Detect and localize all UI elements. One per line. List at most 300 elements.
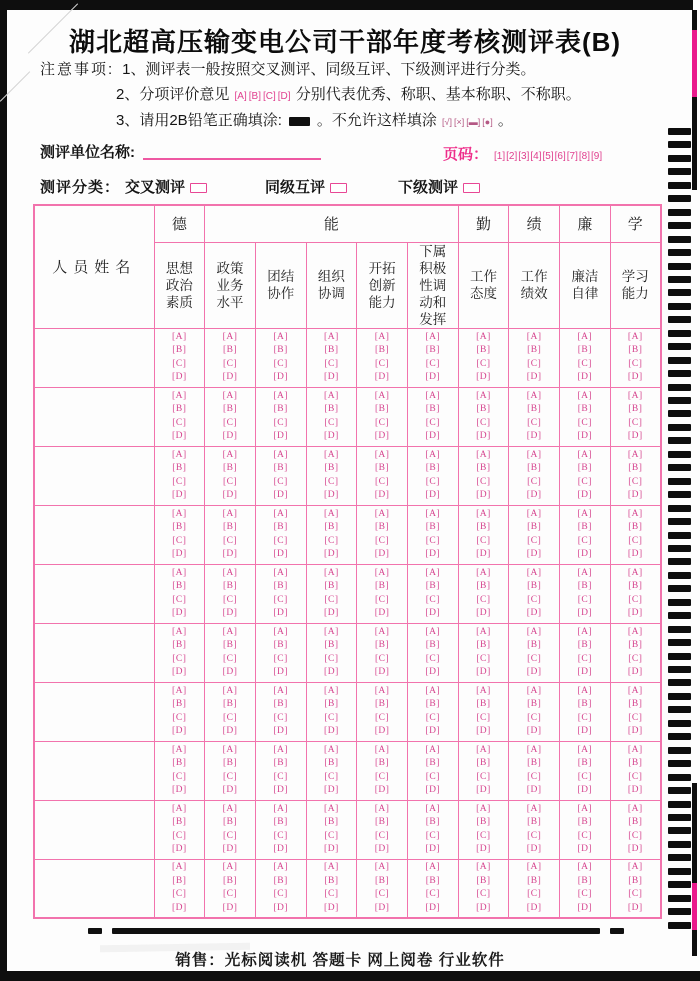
bubble-C[interactable]: [C]: [375, 771, 390, 782]
bubble-A[interactable]: [A]: [374, 331, 390, 342]
bubble-A[interactable]: [A]: [627, 803, 643, 814]
bubble-B[interactable]: [B]: [222, 404, 238, 414]
bubble-D[interactable]: [D]: [627, 844, 643, 854]
bubble-C[interactable]: [C]: [476, 476, 491, 487]
bubble-B[interactable]: [B]: [425, 758, 440, 768]
bubble-D[interactable]: [D]: [171, 844, 187, 854]
bubble-A[interactable]: [A]: [273, 862, 289, 873]
bubble-C[interactable]: [C]: [172, 889, 187, 900]
bubble-D[interactable]: [D]: [526, 490, 542, 500]
bubble-D[interactable]: [D]: [627, 902, 643, 913]
bubble-C[interactable]: [C]: [628, 535, 643, 546]
bubble-A[interactable]: [A]: [374, 390, 390, 401]
bubble-C[interactable]: [C]: [324, 653, 339, 664]
bubble-C[interactable]: [C]: [628, 771, 643, 782]
bubble-B[interactable]: [B]: [476, 758, 491, 768]
bubble-C[interactable]: [C]: [425, 712, 440, 723]
bubble-A[interactable]: [A]: [324, 685, 339, 696]
bubble-A[interactable]: [A]: [273, 449, 289, 460]
bubble-D[interactable]: [D]: [526, 372, 542, 382]
bubble-A[interactable]: [A]: [476, 626, 491, 637]
bubble-B[interactable]: [B]: [577, 875, 592, 886]
bubble-B[interactable]: [B]: [527, 817, 542, 827]
bubble-D[interactable]: [D]: [222, 726, 238, 736]
bubble-A[interactable]: [A]: [577, 390, 593, 401]
bubble-B[interactable]: [B]: [324, 699, 339, 709]
bubble-D[interactable]: [D]: [171, 490, 187, 500]
bubble-B[interactable]: [B]: [273, 463, 288, 473]
bubble-A[interactable]: [A]: [273, 508, 289, 519]
bubble-B[interactable]: [B]: [628, 640, 643, 650]
bubble-C[interactable]: [C]: [476, 889, 491, 900]
bubble-C[interactable]: [C]: [425, 358, 440, 369]
bubble-C[interactable]: [C]: [577, 653, 592, 664]
bubble-D[interactable]: [D]: [374, 490, 390, 500]
bubble-D[interactable]: [D]: [273, 431, 289, 441]
bubble-C[interactable]: [C]: [527, 889, 542, 900]
bubble-D[interactable]: [D]: [577, 372, 593, 382]
bubble-C[interactable]: [C]: [222, 830, 238, 841]
bubble-A[interactable]: [A]: [324, 862, 339, 873]
page-number-bubble[interactable]: [4]: [530, 151, 542, 162]
bubble-A[interactable]: [A]: [324, 508, 339, 519]
bubble-A[interactable]: [A]: [324, 626, 339, 637]
bubble-D[interactable]: [D]: [171, 549, 187, 559]
bubble-A[interactable]: [A]: [171, 508, 187, 519]
bubble-B[interactable]: [B]: [425, 345, 440, 355]
bubble-A[interactable]: [A]: [476, 449, 491, 460]
bubble-C[interactable]: [C]: [425, 476, 440, 487]
page-number-bubble[interactable]: [8]: [578, 151, 591, 162]
bubble-D[interactable]: [D]: [374, 549, 390, 559]
bubble-D[interactable]: [D]: [476, 372, 491, 382]
bubble-B[interactable]: [B]: [425, 640, 440, 650]
bubble-D[interactable]: [D]: [425, 608, 441, 618]
bubble-D[interactable]: [D]: [425, 726, 441, 736]
bubble-D[interactable]: [D]: [324, 726, 339, 736]
bubble-A[interactable]: [A]: [171, 685, 187, 696]
bubble-A[interactable]: [A]: [222, 449, 238, 460]
bubble-B[interactable]: [B]: [375, 463, 390, 473]
bubble-D[interactable]: [D]: [627, 431, 643, 441]
bubble-D[interactable]: [D]: [273, 785, 289, 795]
bubble-B[interactable]: [B]: [375, 699, 390, 709]
bubble-C[interactable]: [C]: [425, 417, 440, 428]
bubble-C[interactable]: [C]: [425, 594, 440, 605]
bubble-D[interactable]: [D]: [374, 431, 390, 441]
bubble-A[interactable]: [A]: [222, 508, 238, 519]
bubble-C[interactable]: [C]: [273, 712, 288, 723]
bubble-A[interactable]: [A]: [627, 685, 643, 696]
page-number-bubble[interactable]: [1]: [494, 151, 506, 162]
bubble-D[interactable]: [D]: [526, 726, 542, 736]
bubble-B[interactable]: [B]: [273, 699, 288, 709]
bubble-A[interactable]: [A]: [627, 862, 643, 873]
bubble-C[interactable]: [C]: [476, 535, 491, 546]
bubble-D[interactable]: [D]: [222, 431, 238, 441]
bubble-A[interactable]: [A]: [577, 862, 593, 873]
bubble-A[interactable]: [A]: [476, 803, 491, 814]
bubble-C[interactable]: [C]: [375, 653, 390, 664]
name-cell[interactable]: [34, 446, 154, 505]
bubble-A[interactable]: [A]: [577, 744, 593, 755]
bubble-B[interactable]: [B]: [375, 817, 390, 827]
bubble-D[interactable]: [D]: [171, 902, 187, 913]
bubble-C[interactable]: [C]: [375, 830, 390, 841]
bubble-D[interactable]: [D]: [324, 549, 339, 559]
page-number-bubble[interactable]: [6]: [554, 151, 566, 162]
bubble-B[interactable]: [B]: [375, 758, 390, 768]
bubble-C[interactable]: [C]: [324, 771, 339, 782]
bubble-A[interactable]: [A]: [222, 744, 238, 755]
bubble-B[interactable]: [B]: [172, 875, 187, 886]
bubble-C[interactable]: [C]: [222, 889, 238, 900]
category-checkbox[interactable]: [190, 183, 207, 193]
bubble-C[interactable]: [C]: [425, 771, 440, 782]
bubble-B[interactable]: [B]: [222, 463, 238, 473]
bubble-B[interactable]: [B]: [324, 640, 339, 650]
bubble-C[interactable]: [C]: [375, 594, 390, 605]
bubble-C[interactable]: [C]: [273, 535, 288, 546]
bubble-A[interactable]: [A]: [577, 449, 593, 460]
bubble-B[interactable]: [B]: [324, 817, 339, 827]
bubble-B[interactable]: [B]: [628, 875, 643, 886]
bubble-B[interactable]: [B]: [172, 640, 187, 650]
bubble-C[interactable]: [C]: [425, 653, 440, 664]
bubble-D[interactable]: [D]: [374, 372, 390, 382]
bubble-D[interactable]: [D]: [171, 785, 187, 795]
name-cell[interactable]: [34, 505, 154, 564]
bubble-D[interactable]: [D]: [222, 667, 238, 677]
bubble-D[interactable]: [D]: [425, 372, 441, 382]
bubble-D[interactable]: [D]: [577, 667, 593, 677]
bubble-D[interactable]: [D]: [374, 902, 390, 913]
bubble-C[interactable]: [C]: [222, 476, 238, 487]
bubble-A[interactable]: [A]: [425, 862, 441, 873]
bubble-B[interactable]: [B]: [628, 581, 643, 591]
bubble-A[interactable]: [A]: [425, 744, 441, 755]
unit-name-input-line[interactable]: [143, 158, 321, 160]
name-cell[interactable]: [34, 387, 154, 446]
bubble-B[interactable]: [B]: [527, 581, 542, 591]
bubble-C[interactable]: [C]: [273, 771, 288, 782]
bubble-B[interactable]: [B]: [425, 522, 440, 532]
bubble-A[interactable]: [A]: [171, 390, 187, 401]
bubble-C[interactable]: [C]: [222, 535, 238, 546]
bubble-B[interactable]: [B]: [375, 522, 390, 532]
bubble-A[interactable]: [A]: [627, 449, 643, 460]
bubble-D[interactable]: [D]: [324, 608, 339, 618]
bubble-A[interactable]: [A]: [374, 449, 390, 460]
bubble-A[interactable]: [A]: [171, 449, 187, 460]
bubble-B[interactable]: [B]: [577, 699, 592, 709]
name-cell[interactable]: [34, 859, 154, 918]
bubble-A[interactable]: [A]: [222, 862, 238, 873]
bubble-D[interactable]: [D]: [222, 549, 238, 559]
bubble-A[interactable]: [A]: [526, 508, 542, 519]
bubble-B[interactable]: [B]: [527, 640, 542, 650]
bubble-B[interactable]: [B]: [222, 875, 238, 886]
bubble-A[interactable]: [A]: [425, 331, 441, 342]
bubble-C[interactable]: [C]: [476, 712, 491, 723]
bubble-B[interactable]: [B]: [577, 463, 592, 473]
bubble-C[interactable]: [C]: [425, 830, 440, 841]
bubble-C[interactable]: [C]: [628, 594, 643, 605]
bubble-C[interactable]: [C]: [577, 771, 592, 782]
bubble-D[interactable]: [D]: [222, 902, 238, 913]
bubble-C[interactable]: [C]: [172, 830, 187, 841]
bubble-A[interactable]: [A]: [526, 449, 542, 460]
bubble-A[interactable]: [A]: [526, 331, 542, 342]
bubble-A[interactable]: [A]: [273, 744, 289, 755]
bubble-D[interactable]: [D]: [425, 431, 441, 441]
bubble-B[interactable]: [B]: [273, 581, 288, 591]
bubble-C[interactable]: [C]: [527, 417, 542, 428]
bubble-D[interactable]: [D]: [526, 608, 542, 618]
bubble-D[interactable]: [D]: [425, 549, 441, 559]
bubble-B[interactable]: [B]: [476, 875, 491, 886]
bubble-D[interactable]: [D]: [324, 902, 339, 913]
page-number-bubble[interactable]: [7]: [566, 151, 578, 162]
bubble-C[interactable]: [C]: [375, 889, 390, 900]
bubble-B[interactable]: [B]: [172, 817, 187, 827]
bubble-D[interactable]: [D]: [526, 844, 542, 854]
bubble-C[interactable]: [C]: [628, 476, 643, 487]
bubble-C[interactable]: [C]: [222, 594, 238, 605]
bubble-C[interactable]: [C]: [577, 417, 592, 428]
bubble-A[interactable]: [A]: [374, 567, 390, 578]
bubble-D[interactable]: [D]: [425, 667, 441, 677]
bubble-C[interactable]: [C]: [628, 830, 643, 841]
bubble-A[interactable]: [A]: [374, 626, 390, 637]
bubble-A[interactable]: [A]: [324, 390, 339, 401]
bubble-B[interactable]: [B]: [172, 522, 187, 532]
bubble-C[interactable]: [C]: [375, 476, 390, 487]
bubble-B[interactable]: [B]: [375, 581, 390, 591]
bubble-A[interactable]: [A]: [526, 685, 542, 696]
bubble-D[interactable]: [D]: [627, 785, 643, 795]
bubble-B[interactable]: [B]: [324, 345, 339, 355]
bubble-B[interactable]: [B]: [273, 640, 288, 650]
bubble-C[interactable]: [C]: [375, 417, 390, 428]
bubble-B[interactable]: [B]: [273, 404, 288, 414]
category-checkbox[interactable]: [330, 183, 347, 193]
bubble-C[interactable]: [C]: [476, 594, 491, 605]
bubble-C[interactable]: [C]: [324, 358, 339, 369]
bubble-A[interactable]: [A]: [374, 803, 390, 814]
bubble-C[interactable]: [C]: [172, 712, 187, 723]
bubble-D[interactable]: [D]: [526, 667, 542, 677]
bubble-C[interactable]: [C]: [577, 594, 592, 605]
bubble-B[interactable]: [B]: [324, 581, 339, 591]
bubble-D[interactable]: [D]: [425, 490, 441, 500]
bubble-D[interactable]: [D]: [425, 844, 441, 854]
bubble-C[interactable]: [C]: [375, 712, 390, 723]
bubble-C[interactable]: [C]: [273, 830, 288, 841]
bubble-B[interactable]: [B]: [476, 817, 491, 827]
bubble-D[interactable]: [D]: [476, 726, 491, 736]
bubble-C[interactable]: [C]: [222, 771, 238, 782]
bubble-D[interactable]: [D]: [627, 490, 643, 500]
bubble-C[interactable]: [C]: [476, 653, 491, 664]
bubble-B[interactable]: [B]: [527, 699, 542, 709]
bubble-C[interactable]: [C]: [172, 417, 187, 428]
bubble-D[interactable]: [D]: [374, 785, 390, 795]
bubble-A[interactable]: [A]: [374, 508, 390, 519]
bubble-A[interactable]: [A]: [476, 508, 491, 519]
bubble-A[interactable]: [A]: [526, 390, 542, 401]
bubble-C[interactable]: [C]: [324, 535, 339, 546]
bubble-D[interactable]: [D]: [273, 726, 289, 736]
bubble-C[interactable]: [C]: [527, 476, 542, 487]
bubble-A[interactable]: [A]: [273, 567, 289, 578]
bubble-A[interactable]: [A]: [425, 803, 441, 814]
bubble-D[interactable]: [D]: [273, 667, 289, 677]
bubble-D[interactable]: [D]: [222, 372, 238, 382]
bubble-C[interactable]: [C]: [628, 712, 643, 723]
bubble-A[interactable]: [A]: [476, 685, 491, 696]
page-number-bubble[interactable]: [2]: [506, 151, 518, 162]
bubble-B[interactable]: [B]: [425, 581, 440, 591]
bubble-D[interactable]: [D]: [577, 431, 593, 441]
bubble-D[interactable]: [D]: [171, 608, 187, 618]
bubble-B[interactable]: [B]: [172, 699, 187, 709]
bubble-C[interactable]: [C]: [172, 594, 187, 605]
bubble-A[interactable]: [A]: [577, 508, 593, 519]
bubble-C[interactable]: [C]: [577, 358, 592, 369]
bubble-B[interactable]: [B]: [273, 817, 288, 827]
bubble-A[interactable]: [A]: [627, 508, 643, 519]
bubble-D[interactable]: [D]: [324, 667, 339, 677]
bubble-B[interactable]: [B]: [172, 463, 187, 473]
bubble-D[interactable]: [D]: [374, 667, 390, 677]
bubble-A[interactable]: [A]: [577, 331, 593, 342]
bubble-C[interactable]: [C]: [324, 712, 339, 723]
bubble-A[interactable]: [A]: [526, 744, 542, 755]
bubble-A[interactable]: [A]: [526, 567, 542, 578]
bubble-B[interactable]: [B]: [628, 404, 643, 414]
bubble-A[interactable]: [A]: [627, 626, 643, 637]
bubble-A[interactable]: [A]: [324, 449, 339, 460]
bubble-C[interactable]: [C]: [324, 476, 339, 487]
bubble-B[interactable]: [B]: [476, 699, 491, 709]
bubble-D[interactable]: [D]: [324, 431, 339, 441]
bubble-C[interactable]: [C]: [273, 653, 288, 664]
bubble-B[interactable]: [B]: [324, 463, 339, 473]
bubble-D[interactable]: [D]: [476, 490, 491, 500]
bubble-A[interactable]: [A]: [273, 803, 289, 814]
bubble-D[interactable]: [D]: [476, 667, 491, 677]
bubble-B[interactable]: [B]: [577, 522, 592, 532]
bubble-C[interactable]: [C]: [628, 889, 643, 900]
name-cell[interactable]: [34, 623, 154, 682]
bubble-D[interactable]: [D]: [425, 785, 441, 795]
bubble-C[interactable]: [C]: [527, 771, 542, 782]
bubble-C[interactable]: [C]: [425, 889, 440, 900]
bubble-D[interactable]: [D]: [273, 372, 289, 382]
bubble-C[interactable]: [C]: [172, 653, 187, 664]
bubble-D[interactable]: [D]: [627, 372, 643, 382]
bubble-C[interactable]: [C]: [273, 476, 288, 487]
bubble-D[interactable]: [D]: [577, 726, 593, 736]
bubble-C[interactable]: [C]: [172, 358, 187, 369]
bubble-C[interactable]: [C]: [628, 653, 643, 664]
bubble-B[interactable]: [B]: [425, 463, 440, 473]
bubble-C[interactable]: [C]: [324, 417, 339, 428]
bubble-C[interactable]: [C]: [628, 417, 643, 428]
bubble-B[interactable]: [B]: [628, 463, 643, 473]
bubble-B[interactable]: [B]: [577, 404, 592, 414]
bubble-D[interactable]: [D]: [425, 902, 441, 913]
bubble-A[interactable]: [A]: [273, 331, 289, 342]
bubble-C[interactable]: [C]: [577, 535, 592, 546]
bubble-C[interactable]: [C]: [527, 535, 542, 546]
bubble-B[interactable]: [B]: [324, 404, 339, 414]
bubble-A[interactable]: [A]: [171, 567, 187, 578]
bubble-D[interactable]: [D]: [476, 608, 491, 618]
bubble-C[interactable]: [C]: [172, 476, 187, 487]
bubble-B[interactable]: [B]: [577, 581, 592, 591]
bubble-D[interactable]: [D]: [526, 902, 542, 913]
bubble-B[interactable]: [B]: [476, 640, 491, 650]
bubble-A[interactable]: [A]: [324, 744, 339, 755]
bubble-C[interactable]: [C]: [172, 535, 187, 546]
bubble-D[interactable]: [D]: [374, 844, 390, 854]
bubble-C[interactable]: [C]: [527, 830, 542, 841]
category-checkbox[interactable]: [463, 183, 480, 193]
bubble-D[interactable]: [D]: [222, 608, 238, 618]
bubble-D[interactable]: [D]: [374, 608, 390, 618]
bubble-D[interactable]: [D]: [273, 902, 289, 913]
bubble-C[interactable]: [C]: [273, 594, 288, 605]
bubble-A[interactable]: [A]: [171, 331, 187, 342]
bubble-D[interactable]: [D]: [171, 372, 187, 382]
bubble-C[interactable]: [C]: [375, 535, 390, 546]
bubble-B[interactable]: [B]: [476, 522, 491, 532]
bubble-D[interactable]: [D]: [222, 844, 238, 854]
bubble-C[interactable]: [C]: [527, 358, 542, 369]
bubble-B[interactable]: [B]: [577, 817, 592, 827]
bubble-D[interactable]: [D]: [273, 844, 289, 854]
bubble-B[interactable]: [B]: [476, 463, 491, 473]
bubble-A[interactable]: [A]: [526, 626, 542, 637]
bubble-A[interactable]: [A]: [222, 567, 238, 578]
bubble-B[interactable]: [B]: [577, 758, 592, 768]
bubble-A[interactable]: [A]: [222, 390, 238, 401]
bubble-D[interactable]: [D]: [476, 431, 491, 441]
bubble-C[interactable]: [C]: [527, 594, 542, 605]
bubble-D[interactable]: [D]: [577, 785, 593, 795]
bubble-C[interactable]: [C]: [222, 417, 238, 428]
bubble-D[interactable]: [D]: [627, 726, 643, 736]
bubble-D[interactable]: [D]: [171, 667, 187, 677]
bubble-D[interactable]: [D]: [577, 549, 593, 559]
bubble-B[interactable]: [B]: [375, 875, 390, 886]
bubble-A[interactable]: [A]: [222, 626, 238, 637]
bubble-D[interactable]: [D]: [476, 902, 491, 913]
bubble-A[interactable]: [A]: [425, 685, 441, 696]
bubble-B[interactable]: [B]: [324, 758, 339, 768]
bubble-D[interactable]: [D]: [324, 844, 339, 854]
bubble-D[interactable]: [D]: [577, 608, 593, 618]
bubble-A[interactable]: [A]: [577, 567, 593, 578]
bubble-B[interactable]: [B]: [577, 345, 592, 355]
bubble-B[interactable]: [B]: [222, 699, 238, 709]
bubble-A[interactable]: [A]: [577, 626, 593, 637]
bubble-A[interactable]: [A]: [577, 685, 593, 696]
bubble-B[interactable]: [B]: [476, 345, 491, 355]
bubble-A[interactable]: [A]: [324, 567, 339, 578]
